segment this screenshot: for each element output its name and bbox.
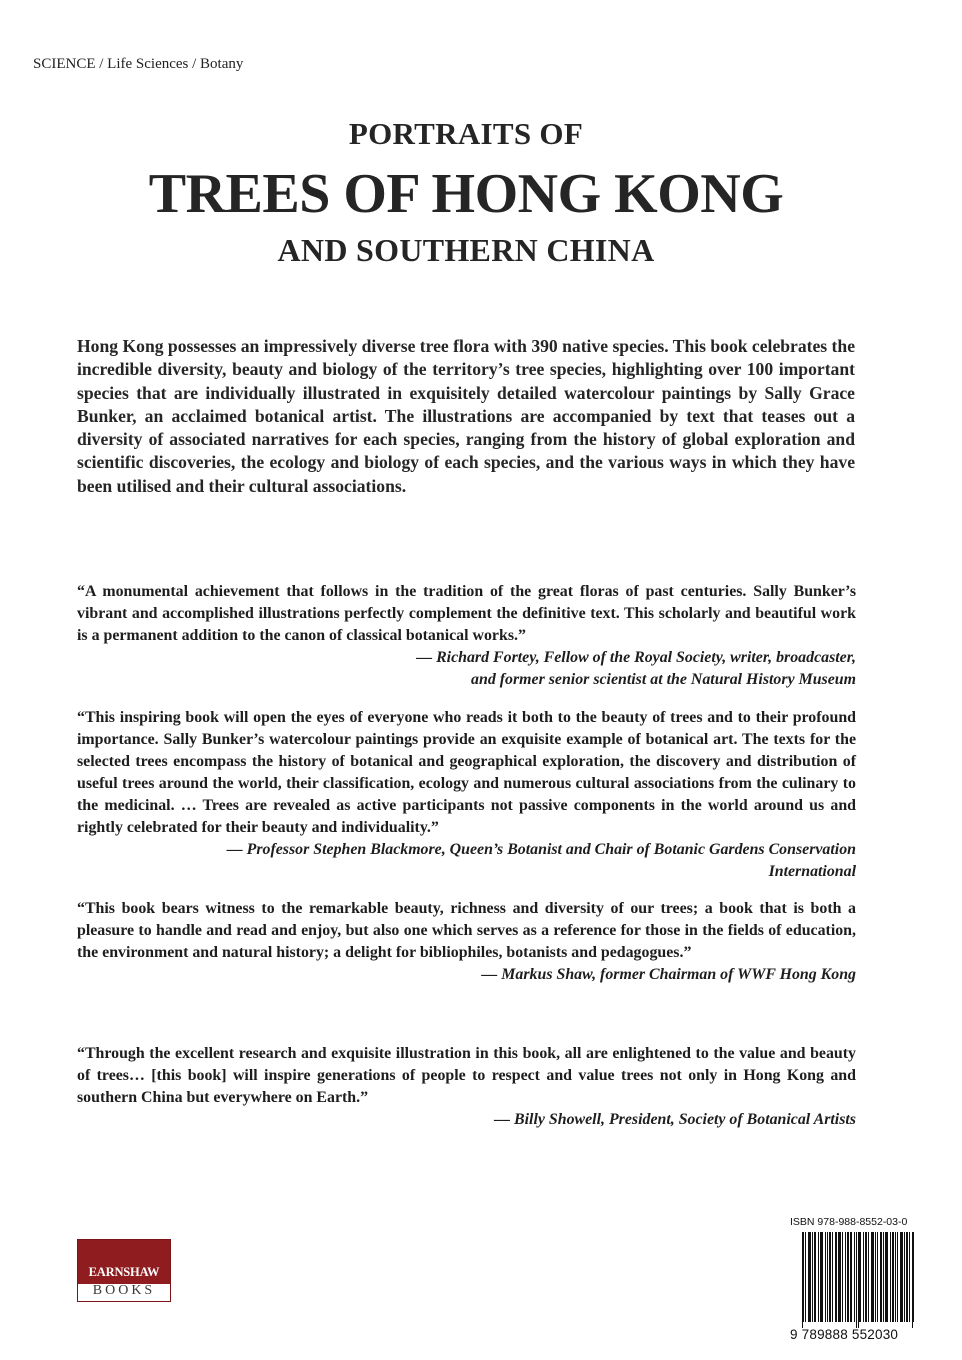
barcode-bar (913, 1232, 914, 1322)
barcode-bar (902, 1232, 903, 1322)
barcode-bar (863, 1232, 864, 1322)
barcode-bar (909, 1232, 910, 1322)
barcode-bar (901, 1232, 902, 1322)
title-line-1: PORTRAITS OF (348, 116, 584, 151)
barcode-bar (840, 1232, 841, 1322)
category-label: SCIENCE / Life Sciences / Botany (33, 56, 244, 72)
quote-attribution: and former senior scientist at the Natural History Museum (471, 671, 856, 688)
barcode-bar (892, 1232, 893, 1322)
quote-text: “This book bears witness to the remarkable beauty, richness and diversity of our trees; a book that is both a pleasure to handle and read and enjoy, but also one which serves as a reference for those in the fields of education, the environment and natural history; a delight for bibliophiles, botanists and pedagogues.” (77, 900, 856, 961)
barcode-bar (836, 1232, 837, 1322)
book-description: Hong Kong possesses an impressively diverse tree flora with 390 native species. This book celebrates the incredible diversity, beauty and biology of the territory’s tree species, highlighting over 100 important species that are individually illustrated in exquisitely detailed watercolour paintings by Sally Grace Bunker, an acclaimed botanical artist. The illustrations are accompanied by text that teases out a diversity of associated narratives for each species, ranging from the history of global exploration and scientific discoveries, the ecology and biology of each species, and the various ways in which they have been utilised and their cultural associations. (77, 336, 856, 496)
barcode-bar (827, 1232, 828, 1322)
barcode-bar (906, 1232, 907, 1322)
quote-attribution: International (768, 863, 856, 880)
barcode-bar (907, 1232, 908, 1322)
barcode-bar (858, 1232, 859, 1328)
barcode-bar (912, 1232, 913, 1328)
barcode-bar (904, 1232, 905, 1322)
barcode-bar (868, 1232, 869, 1322)
barcode-bar (832, 1232, 833, 1322)
barcode-bar (875, 1232, 876, 1322)
barcode-bar (873, 1232, 874, 1322)
barcode-bar (865, 1232, 866, 1322)
barcode-bar (887, 1232, 888, 1322)
barcode-bar (822, 1232, 823, 1322)
barcode-bar (871, 1232, 872, 1322)
barcode-bar (886, 1232, 887, 1322)
publisher-logo (77, 1239, 171, 1302)
barcode-bar (872, 1232, 873, 1322)
barcode-bar (856, 1232, 857, 1328)
barcode-bar (830, 1232, 831, 1322)
barcode-bar (877, 1232, 878, 1322)
barcode-bar (845, 1232, 846, 1322)
barcode-icon (802, 1232, 914, 1328)
title-line-3: AND SOUTHERN CHINA (277, 232, 655, 268)
barcode-bar (818, 1232, 819, 1322)
barcode-bar (866, 1232, 867, 1322)
barcode-bar (897, 1232, 898, 1322)
quote-attribution: — Professor Stephen Blackmore, Queen’s Botanist and Chair of Botanic Gardens Conservation (226, 841, 856, 858)
barcode-bar (805, 1232, 806, 1322)
quote-attribution: — Markus Shaw, former Chairman of WWF Hong Kong (481, 966, 856, 983)
barcode-bar (803, 1232, 804, 1322)
barcode-bar (810, 1232, 811, 1322)
title-main: TREES OF HONG KONG (148, 163, 784, 225)
logo-text-earnshaw: EARNSHAW (88, 1265, 160, 1279)
quote-attribution: — Richard Fortey, Fellow of the Royal Society, writer, broadcaster, (416, 649, 856, 666)
review-quote (77, 581, 856, 691)
barcode-bar (851, 1232, 852, 1322)
quote-text: “Through the excellent research and exquisite illustration in this book, all are enlightened to the value and beauty of trees… [this book] will inspire generations of people to respect and value trees not only in Hong Kong and southern China but everywhere on Earth.” (77, 1045, 856, 1106)
barcode-bar (821, 1232, 822, 1322)
barcode-bar (893, 1232, 894, 1322)
barcode-bar (850, 1232, 851, 1322)
isbn-barcode (790, 1216, 930, 1346)
logo-text-books: BOOKS (92, 1283, 156, 1298)
barcode-bar (808, 1232, 809, 1322)
isbn-label: ISBN 978-988-8552-03-0 (790, 1216, 908, 1228)
barcode-bar (860, 1232, 861, 1322)
quote-attribution: — Billy Showell, President, Society of Botanical Artists (494, 1111, 856, 1128)
barcode-bar (890, 1232, 891, 1322)
barcode-bar (883, 1232, 884, 1322)
barcode-bar (825, 1232, 826, 1322)
barcode-bar (842, 1232, 843, 1322)
barcode-bar (835, 1232, 836, 1322)
barcode-bar (848, 1232, 849, 1322)
barcode-bar (815, 1232, 816, 1322)
barcode-bar (854, 1232, 855, 1322)
barcode-bar (809, 1232, 810, 1322)
quote-text: “A monumental achievement that follows in the tradition of the great floras of past centuries. Sally Bunker’s vibrant and accomplished illustrations perfectly complement the definitive text. This scholarly and beautiful work is a permanent addition to the canon of classical botanical works.” (77, 583, 856, 644)
barcode-bar (838, 1232, 839, 1322)
barcode-bar (812, 1232, 813, 1322)
barcode-bar (885, 1232, 886, 1322)
review-quote (77, 898, 856, 986)
barcode-bar (895, 1232, 896, 1322)
quote-text: “This inspiring book will open the eyes of everyone who reads it both to the beauty of trees and to their profound importance. Sally Bunker’s watercolour paintings provide an exquisite example of botanical art. The texts for the selected trees encompass the history of botanical and geographical exploration, the discovery and distribution of useful trees around the world, their classification, ecology and numerous cultural associations from the culinary to the medicinal. … Trees are revealed as active participants not passive components in the world around us and rightly celebrated for their beauty and individuality.” (77, 709, 856, 836)
barcode-bar (829, 1232, 830, 1322)
review-quote (77, 1043, 856, 1131)
barcode-bar (847, 1232, 848, 1322)
barcode-bar (881, 1232, 882, 1322)
barcode-digits: 9 789888 552030 (790, 1327, 899, 1342)
barcode-bar (880, 1232, 881, 1322)
review-quote (77, 707, 856, 883)
barcode-bar (900, 1232, 901, 1322)
barcode-bar (802, 1232, 803, 1328)
barcode-bar (814, 1232, 815, 1322)
barcode-bar (859, 1232, 860, 1322)
barcode-bar (820, 1232, 821, 1322)
barcode-bar (839, 1232, 840, 1322)
